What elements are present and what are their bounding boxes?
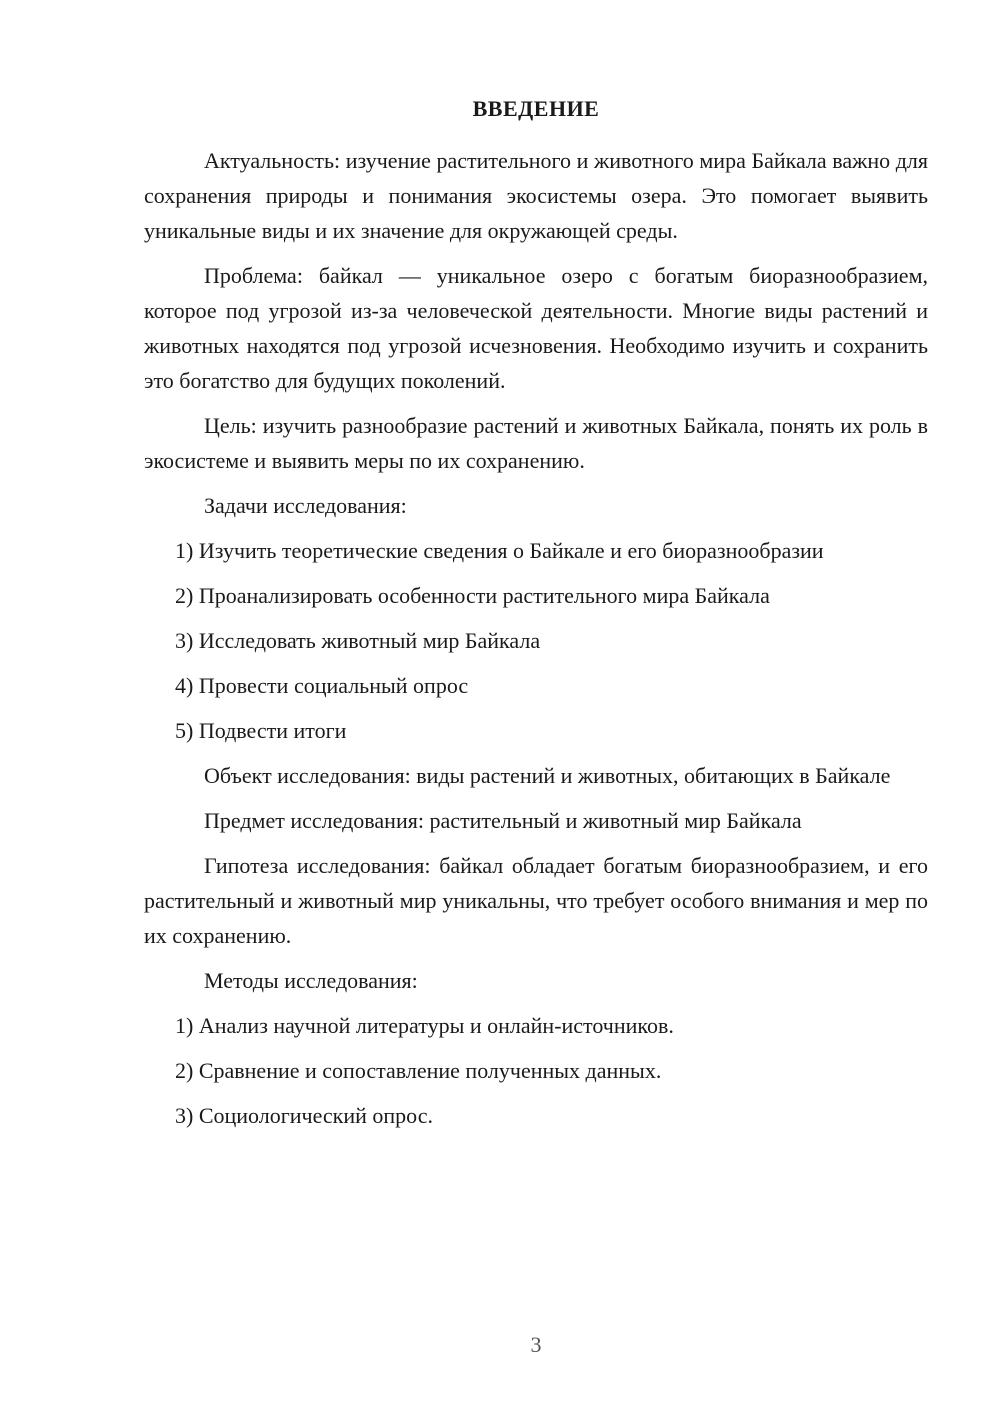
object-paragraph: Объект исследования: виды растений и животных, обитающих в Байкале <box>204 763 891 788</box>
method-item: 3) Социологический опрос. <box>175 1103 433 1128</box>
problem-paragraph: Проблема: байкал — уникальное озеро с богатым биоразнообразием, которое под угрозой из-за человеческой деятельности. Многие виды растений и животных находятся под угрозой исчезновения. Необходимо изучить и сохранить это богатство для будущих поколений. <box>144 263 928 393</box>
method-item: 1) Анализ научной литературы и онлайн-источников. <box>175 1013 674 1038</box>
method-item: 2) Сравнение и сопоставление полученных данных. <box>175 1058 662 1083</box>
page-number: 3 <box>530 1332 542 1357</box>
page-content <box>144 143 928 1143</box>
task-item: 1) Изучить теоретические сведения о Байкале и его биоразнообразии <box>175 538 824 563</box>
task-item: 2) Проанализировать особенности растительного мира Байкала <box>175 583 770 608</box>
methods-heading: Методы исследования: <box>204 968 418 993</box>
subject-paragraph: Предмет исследования: растительный и животный мир Байкала <box>204 808 802 833</box>
task-item: 3) Исследовать животный мир Байкала <box>175 628 541 653</box>
hypothesis-paragraph: Гипотеза исследования: байкал обладает богатым биоразнообразием, и его растительный и животный мир уникальны, что требует особого внимания и мер по их сохранению. <box>144 853 928 948</box>
goal-paragraph: Цель: изучить разнообразие растений и животных Байкала, понять их роль в экосистеме и выявить меры по их сохранению. <box>144 413 928 473</box>
page-title: ВВЕДЕНИЕ <box>472 96 600 121</box>
task-item: 4) Провести социальный опрос <box>175 673 469 698</box>
task-item: 5) Подвести итоги <box>175 718 347 743</box>
relevance-paragraph: Актуальность: изучение растительного и животного мира Байкала важно для сохранения природы и понимания экосистемы озера. Это помогает выявить уникальные виды и их значение для окружающей среды. <box>144 148 928 243</box>
tasks-heading: Задачи исследования: <box>204 493 407 518</box>
